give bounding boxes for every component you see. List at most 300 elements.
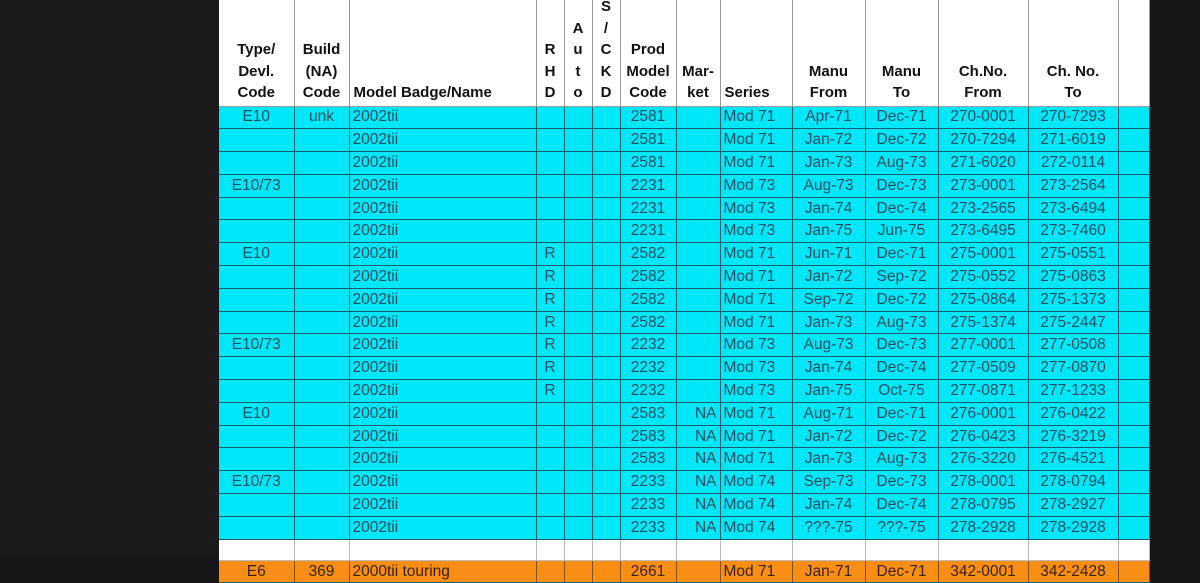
cell-prod[interactable]: 2231 [620, 220, 676, 243]
cell-sckd[interactable] [592, 243, 620, 266]
cell-manu_to[interactable]: Dec-71 [865, 560, 938, 583]
cell-prod[interactable]: 2583 [620, 402, 676, 425]
cell-market[interactable] [676, 357, 720, 380]
cell-ch_from[interactable]: 278-0795 [938, 494, 1028, 517]
cell-ch_to[interactable]: 276-4521 [1028, 448, 1118, 471]
cell-type[interactable] [219, 311, 294, 334]
cell-market[interactable]: NA [676, 402, 720, 425]
cell-extra[interactable] [1118, 516, 1149, 539]
cell-build[interactable] [294, 152, 349, 175]
cell-ch_to[interactable]: 277-0508 [1028, 334, 1118, 357]
cell-extra[interactable] [1118, 380, 1149, 403]
cell-series[interactable]: Mod 71 [720, 402, 792, 425]
cell-type[interactable] [219, 197, 294, 220]
cell-ch_to[interactable]: 277-1233 [1028, 380, 1118, 403]
cell-manu_from[interactable]: Sep-73 [792, 471, 865, 494]
cell-market[interactable] [676, 266, 720, 289]
cell-auto[interactable] [564, 311, 592, 334]
cell-auto[interactable] [564, 357, 592, 380]
cell-prod[interactable]: 2581 [620, 129, 676, 152]
cell-manu_from[interactable]: Jan-75 [792, 220, 865, 243]
cell-model[interactable]: 2002tii [349, 243, 536, 266]
cell-auto[interactable] [564, 448, 592, 471]
cell-sckd[interactable] [592, 494, 620, 517]
cell-ch_to[interactable]: 276-3219 [1028, 425, 1118, 448]
cell-auto[interactable] [564, 380, 592, 403]
cell-prod[interactable]: 2581 [620, 106, 676, 129]
cell-ch_from[interactable]: 275-0552 [938, 266, 1028, 289]
cell-type[interactable] [219, 494, 294, 517]
cell-ch_to[interactable]: 275-0863 [1028, 266, 1118, 289]
cell-type[interactable]: E10 [219, 106, 294, 129]
cell-extra[interactable] [1118, 494, 1149, 517]
cell-extra[interactable] [1118, 197, 1149, 220]
cell-manu_to[interactable]: Dec-71 [865, 243, 938, 266]
cell-extra[interactable] [1118, 560, 1149, 583]
cell-ch_to[interactable]: 273-2564 [1028, 174, 1118, 197]
cell-model[interactable]: 2002tii [349, 174, 536, 197]
cell-manu_from[interactable]: Jan-73 [792, 448, 865, 471]
cell-extra[interactable] [1118, 152, 1149, 175]
cell-manu_from[interactable]: Jan-73 [792, 311, 865, 334]
cell-type[interactable] [219, 380, 294, 403]
cell-series[interactable]: Mod 73 [720, 197, 792, 220]
cell-type[interactable] [219, 220, 294, 243]
header-ch_to: Ch. No. To [1028, 0, 1118, 106]
cell-type[interactable] [219, 539, 294, 560]
cell-auto[interactable] [564, 152, 592, 175]
cell-prod[interactable]: 2661 [620, 560, 676, 583]
cell-prod[interactable]: 2581 [620, 152, 676, 175]
cell-build[interactable]: unk [294, 106, 349, 129]
cell-prod[interactable]: 2231 [620, 174, 676, 197]
cell-ch_to[interactable]: 277-0870 [1028, 357, 1118, 380]
cell-prod[interactable]: 2583 [620, 425, 676, 448]
cell-extra[interactable] [1118, 266, 1149, 289]
cell-manu_from[interactable]: Jan-74 [792, 197, 865, 220]
cell-series[interactable] [720, 539, 792, 560]
cell-build[interactable] [294, 197, 349, 220]
cell-model[interactable]: 2002tii [349, 311, 536, 334]
cell-build[interactable] [294, 311, 349, 334]
cell-type[interactable] [219, 288, 294, 311]
cell-build[interactable] [294, 266, 349, 289]
cell-build[interactable] [294, 448, 349, 471]
cell-prod[interactable]: 2232 [620, 334, 676, 357]
cell-market[interactable]: NA [676, 494, 720, 517]
cell-sckd[interactable] [592, 380, 620, 403]
cell-model[interactable]: 2002tii [349, 334, 536, 357]
cell-prod[interactable]: 2233 [620, 494, 676, 517]
cell-extra[interactable] [1118, 288, 1149, 311]
table-row [219, 220, 1149, 243]
cell-rhd[interactable] [536, 539, 564, 560]
cell-manu_from[interactable]: ???-75 [792, 516, 865, 539]
cell-manu_from[interactable]: Jan-72 [792, 129, 865, 152]
cell-model[interactable] [349, 539, 536, 560]
cell-rhd[interactable] [536, 448, 564, 471]
cell-model[interactable]: 2002tii [349, 266, 536, 289]
cell-ch_from[interactable]: 276-3220 [938, 448, 1028, 471]
cell-ch_from[interactable]: 278-2928 [938, 516, 1028, 539]
cell-market[interactable] [676, 311, 720, 334]
cell-ch_from[interactable]: 273-0001 [938, 174, 1028, 197]
cell-model[interactable]: 2002tii [349, 448, 536, 471]
cell-ch_to[interactable]: 275-1373 [1028, 288, 1118, 311]
cell-build[interactable] [294, 425, 349, 448]
cell-rhd[interactable] [536, 129, 564, 152]
cell-manu_to[interactable]: Dec-71 [865, 106, 938, 129]
cell-sckd[interactable] [592, 425, 620, 448]
cell-manu_from[interactable]: Jan-75 [792, 380, 865, 403]
cell-extra[interactable] [1118, 448, 1149, 471]
cell-rhd[interactable] [536, 516, 564, 539]
cell-extra[interactable] [1118, 539, 1149, 560]
cell-market[interactable]: NA [676, 516, 720, 539]
cell-manu_from[interactable]: Jan-72 [792, 266, 865, 289]
cell-extra[interactable] [1118, 357, 1149, 380]
cell-ch_from[interactable] [938, 539, 1028, 560]
cell-model[interactable]: 2002tii [349, 152, 536, 175]
cell-type[interactable]: E10 [219, 243, 294, 266]
cell-sckd[interactable] [592, 197, 620, 220]
cell-build[interactable]: 369 [294, 560, 349, 583]
cell-ch_to[interactable]: 275-2447 [1028, 311, 1118, 334]
cell-auto[interactable] [564, 334, 592, 357]
cell-type[interactable] [219, 152, 294, 175]
cell-model[interactable]: 2002tii [349, 106, 536, 129]
cell-rhd[interactable] [536, 220, 564, 243]
cell-sckd[interactable] [592, 220, 620, 243]
cell-extra[interactable] [1118, 220, 1149, 243]
cell-sckd[interactable] [592, 106, 620, 129]
cell-market[interactable] [676, 174, 720, 197]
cell-sckd[interactable] [592, 129, 620, 152]
table-row [219, 357, 1149, 380]
cell-manu_from[interactable]: Jan-74 [792, 357, 865, 380]
cell-series[interactable]: Mod 74 [720, 471, 792, 494]
cell-manu_to[interactable]: Sep-72 [865, 266, 938, 289]
cell-rhd[interactable]: R [536, 334, 564, 357]
cell-rhd[interactable]: R [536, 288, 564, 311]
cell-build[interactable] [294, 334, 349, 357]
cell-auto[interactable] [564, 288, 592, 311]
cell-prod[interactable]: 2233 [620, 471, 676, 494]
cell-type[interactable]: E10/73 [219, 471, 294, 494]
cell-ch_from[interactable]: 276-0001 [938, 402, 1028, 425]
cell-build[interactable] [294, 129, 349, 152]
cell-type[interactable] [219, 357, 294, 380]
cell-sckd[interactable] [592, 402, 620, 425]
cell-model[interactable]: 2002tii [349, 425, 536, 448]
cell-series[interactable]: Mod 71 [720, 129, 792, 152]
cell-auto[interactable] [564, 539, 592, 560]
cell-extra[interactable] [1118, 174, 1149, 197]
cell-manu_to[interactable]: ???-75 [865, 516, 938, 539]
cell-build[interactable] [294, 402, 349, 425]
cell-manu_from[interactable]: Aug-73 [792, 174, 865, 197]
cell-ch_to[interactable]: 342-2428 [1028, 560, 1118, 583]
cell-manu_from[interactable]: Jan-71 [792, 560, 865, 583]
cell-ch_from[interactable]: 276-0423 [938, 425, 1028, 448]
cell-rhd[interactable] [536, 560, 564, 583]
cell-manu_from[interactable]: Jun-71 [792, 243, 865, 266]
cell-sckd[interactable] [592, 516, 620, 539]
cell-market[interactable]: NA [676, 425, 720, 448]
cell-manu_to[interactable]: Dec-73 [865, 471, 938, 494]
cell-ch_to[interactable]: 278-2928 [1028, 516, 1118, 539]
cell-rhd[interactable] [536, 197, 564, 220]
cell-sckd[interactable] [592, 357, 620, 380]
cell-build[interactable] [294, 471, 349, 494]
cell-build[interactable] [294, 243, 349, 266]
cell-ch_to[interactable]: 272-0114 [1028, 152, 1118, 175]
cell-series[interactable]: Mod 71 [720, 425, 792, 448]
cell-ch_from[interactable]: 271-6020 [938, 152, 1028, 175]
cell-sckd[interactable] [592, 288, 620, 311]
cell-manu_to[interactable]: Dec-74 [865, 494, 938, 517]
header-manu_to: Manu To [865, 0, 938, 106]
cell-manu_from[interactable]: Aug-71 [792, 402, 865, 425]
cell-manu_from[interactable]: Jan-74 [792, 494, 865, 517]
cell-market[interactable] [676, 380, 720, 403]
cell-series[interactable]: Mod 71 [720, 243, 792, 266]
cell-auto[interactable] [564, 129, 592, 152]
cell-rhd[interactable] [536, 471, 564, 494]
cell-manu_to[interactable] [865, 539, 938, 560]
cell-series[interactable]: Mod 71 [720, 152, 792, 175]
cell-manu_to[interactable]: Aug-73 [865, 152, 938, 175]
cell-ch_to[interactable]: 278-0794 [1028, 471, 1118, 494]
cell-manu_from[interactable] [792, 539, 865, 560]
cell-ch_to[interactable] [1028, 539, 1118, 560]
cell-manu_to[interactable]: Dec-74 [865, 357, 938, 380]
cell-rhd[interactable] [536, 106, 564, 129]
cell-model[interactable]: 2000tii touring [349, 560, 536, 583]
cell-ch_from[interactable]: 277-0509 [938, 357, 1028, 380]
cell-sckd[interactable] [592, 539, 620, 560]
cell-extra[interactable] [1118, 334, 1149, 357]
cell-sckd[interactable] [592, 174, 620, 197]
cell-build[interactable] [294, 516, 349, 539]
cell-model[interactable]: 2002tii [349, 402, 536, 425]
cell-rhd[interactable] [536, 152, 564, 175]
cell-model[interactable]: 2002tii [349, 380, 536, 403]
cell-prod[interactable]: 2582 [620, 266, 676, 289]
cell-series[interactable]: Mod 71 [720, 311, 792, 334]
table-row [219, 448, 1149, 471]
cell-ch_to[interactable]: 271-6019 [1028, 129, 1118, 152]
cell-extra[interactable] [1118, 425, 1149, 448]
cell-ch_from[interactable]: 277-0001 [938, 334, 1028, 357]
cell-extra[interactable] [1118, 106, 1149, 129]
cell-manu_to[interactable]: Aug-73 [865, 448, 938, 471]
cell-build[interactable] [294, 220, 349, 243]
cell-sckd[interactable] [592, 311, 620, 334]
cell-market[interactable] [676, 560, 720, 583]
cell-model[interactable]: 2002tii [349, 129, 536, 152]
cell-series[interactable]: Mod 73 [720, 380, 792, 403]
cell-ch_from[interactable]: 275-0001 [938, 243, 1028, 266]
cell-auto[interactable] [564, 494, 592, 517]
cell-series[interactable]: Mod 74 [720, 516, 792, 539]
cell-manu_from[interactable]: Apr-71 [792, 106, 865, 129]
cell-ch_to[interactable]: 276-0422 [1028, 402, 1118, 425]
cell-model[interactable]: 2002tii [349, 471, 536, 494]
cell-series[interactable]: Mod 73 [720, 174, 792, 197]
cell-prod[interactable]: 2233 [620, 516, 676, 539]
cell-model[interactable]: 2002tii [349, 197, 536, 220]
cell-ch_from[interactable]: 273-2565 [938, 197, 1028, 220]
cell-model[interactable]: 2002tii [349, 357, 536, 380]
cell-sckd[interactable] [592, 266, 620, 289]
cell-ch_from[interactable]: 275-1374 [938, 311, 1028, 334]
cell-manu_to[interactable]: Dec-72 [865, 288, 938, 311]
cell-ch_from[interactable]: 275-0864 [938, 288, 1028, 311]
cell-extra[interactable] [1118, 243, 1149, 266]
cell-series[interactable]: Mod 71 [720, 266, 792, 289]
cell-model[interactable]: 2002tii [349, 516, 536, 539]
cell-manu_from[interactable]: Aug-73 [792, 334, 865, 357]
cell-market[interactable] [676, 539, 720, 560]
cell-extra[interactable] [1118, 402, 1149, 425]
cell-sckd[interactable] [592, 471, 620, 494]
cell-sckd[interactable] [592, 334, 620, 357]
cell-auto[interactable] [564, 471, 592, 494]
cell-type[interactable] [219, 425, 294, 448]
cell-rhd[interactable] [536, 494, 564, 517]
cell-series[interactable]: Mod 71 [720, 448, 792, 471]
cell-series[interactable]: Mod 74 [720, 494, 792, 517]
cell-sckd[interactable] [592, 560, 620, 583]
cell-manu_to[interactable]: Aug-73 [865, 311, 938, 334]
cell-manu_to[interactable]: Dec-74 [865, 197, 938, 220]
cell-build[interactable] [294, 494, 349, 517]
cell-auto[interactable] [564, 220, 592, 243]
cell-extra[interactable] [1118, 471, 1149, 494]
cell-auto[interactable] [564, 243, 592, 266]
cell-market[interactable] [676, 220, 720, 243]
cell-prod[interactable]: 2582 [620, 311, 676, 334]
cell-model[interactable]: 2002tii [349, 288, 536, 311]
cell-prod[interactable] [620, 539, 676, 560]
cell-manu_to[interactable]: Dec-72 [865, 129, 938, 152]
cell-auto[interactable] [564, 516, 592, 539]
cell-auto[interactable] [564, 425, 592, 448]
cell-series[interactable]: Mod 71 [720, 560, 792, 583]
cell-auto[interactable] [564, 197, 592, 220]
cell-build[interactable] [294, 288, 349, 311]
cell-model[interactable]: 2002tii [349, 494, 536, 517]
cell-prod[interactable]: 2232 [620, 380, 676, 403]
cell-market[interactable]: NA [676, 471, 720, 494]
cell-ch_from[interactable]: 273-6495 [938, 220, 1028, 243]
cell-manu_to[interactable]: Jun-75 [865, 220, 938, 243]
cell-ch_to[interactable]: 275-0551 [1028, 243, 1118, 266]
cell-rhd[interactable]: R [536, 243, 564, 266]
table-row [219, 380, 1149, 403]
cell-prod[interactable]: 2582 [620, 288, 676, 311]
cell-market[interactable] [676, 243, 720, 266]
cell-type[interactable] [219, 516, 294, 539]
cell-series[interactable]: Mod 73 [720, 334, 792, 357]
cell-type[interactable] [219, 266, 294, 289]
cell-ch_to[interactable]: 278-2927 [1028, 494, 1118, 517]
cell-auto[interactable] [564, 402, 592, 425]
cell-prod[interactable]: 2231 [620, 197, 676, 220]
cell-market[interactable] [676, 288, 720, 311]
cell-rhd[interactable]: R [536, 357, 564, 380]
cell-manu_to[interactable]: Dec-73 [865, 174, 938, 197]
cell-ch_from[interactable]: 277-0871 [938, 380, 1028, 403]
cell-sckd[interactable] [592, 448, 620, 471]
cell-rhd[interactable]: R [536, 380, 564, 403]
cell-type[interactable] [219, 129, 294, 152]
cell-series[interactable]: Mod 71 [720, 106, 792, 129]
cell-manu_to[interactable]: Dec-73 [865, 334, 938, 357]
cell-series[interactable]: Mod 73 [720, 357, 792, 380]
cell-ch_from[interactable]: 342-0001 [938, 560, 1028, 583]
cell-manu_from[interactable]: Jan-73 [792, 152, 865, 175]
cell-type[interactable]: E10 [219, 402, 294, 425]
cell-series[interactable]: Mod 71 [720, 288, 792, 311]
cell-build[interactable] [294, 357, 349, 380]
cell-prod[interactable]: 2582 [620, 243, 676, 266]
cell-build[interactable] [294, 539, 349, 560]
cell-ch_to[interactable]: 273-6494 [1028, 197, 1118, 220]
cell-rhd[interactable] [536, 174, 564, 197]
cell-type[interactable] [219, 448, 294, 471]
cell-extra[interactable] [1118, 311, 1149, 334]
cell-market[interactable]: NA [676, 448, 720, 471]
cell-manu_to[interactable]: Dec-72 [865, 425, 938, 448]
cell-auto[interactable] [564, 174, 592, 197]
cell-prod[interactable]: 2583 [620, 448, 676, 471]
cell-manu_to[interactable]: Dec-71 [865, 402, 938, 425]
cell-market[interactable] [676, 152, 720, 175]
cell-manu_to[interactable]: Oct-75 [865, 380, 938, 403]
cell-series[interactable]: Mod 73 [720, 220, 792, 243]
cell-extra[interactable] [1118, 129, 1149, 152]
cell-type[interactable]: E10/73 [219, 334, 294, 357]
cell-market[interactable] [676, 334, 720, 357]
cell-type[interactable]: E6 [219, 560, 294, 583]
cell-ch_to[interactable]: 270-7293 [1028, 106, 1118, 129]
cell-build[interactable] [294, 380, 349, 403]
cell-manu_from[interactable]: Jan-72 [792, 425, 865, 448]
cell-ch_from[interactable]: 270-0001 [938, 106, 1028, 129]
cell-ch_to[interactable]: 273-7460 [1028, 220, 1118, 243]
cell-auto[interactable] [564, 560, 592, 583]
cell-market[interactable] [676, 106, 720, 129]
cell-rhd[interactable]: R [536, 311, 564, 334]
cell-prod[interactable]: 2232 [620, 357, 676, 380]
cell-rhd[interactable]: R [536, 266, 564, 289]
cell-auto[interactable] [564, 106, 592, 129]
cell-rhd[interactable] [536, 402, 564, 425]
cell-model[interactable]: 2002tii [349, 220, 536, 243]
cell-type[interactable]: E10/73 [219, 174, 294, 197]
cell-sckd[interactable] [592, 152, 620, 175]
cell-market[interactable] [676, 129, 720, 152]
cell-market[interactable] [676, 197, 720, 220]
cell-ch_from[interactable]: 278-0001 [938, 471, 1028, 494]
cell-manu_from[interactable]: Sep-72 [792, 288, 865, 311]
cell-auto[interactable] [564, 266, 592, 289]
cell-ch_from[interactable]: 270-7294 [938, 129, 1028, 152]
cell-build[interactable] [294, 174, 349, 197]
cell-rhd[interactable] [536, 425, 564, 448]
